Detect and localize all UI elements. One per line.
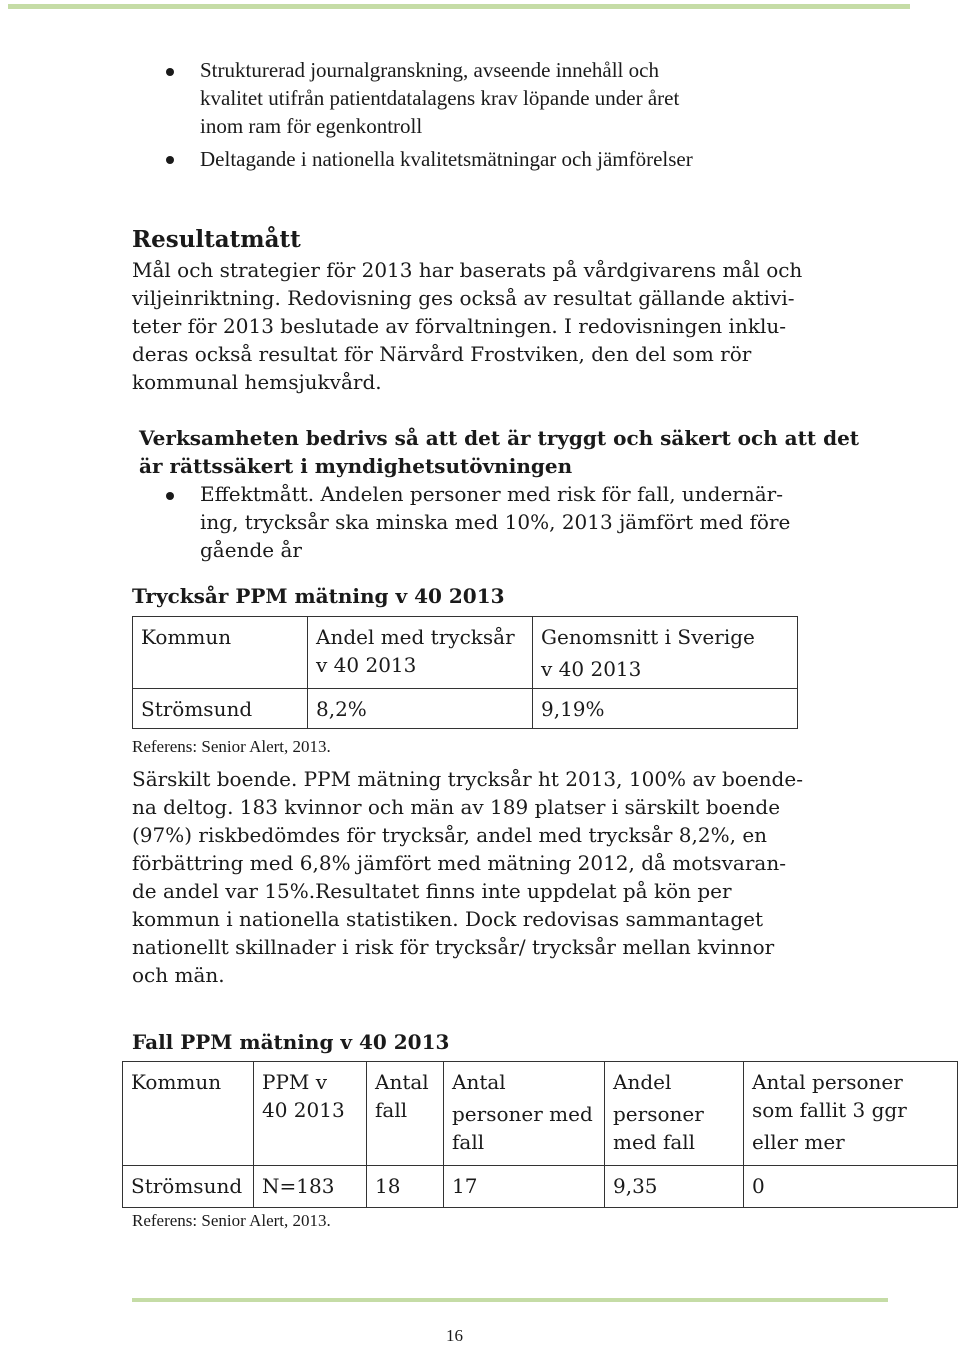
table-header-row [133, 617, 798, 689]
reference-note: Referens: Senior Alert, 2013. [132, 737, 331, 756]
bullet-dot [166, 492, 174, 500]
table-cell: Strömsund [123, 1166, 254, 1208]
table-cell: 17 [444, 1166, 605, 1208]
page-number: 16 [446, 1326, 463, 1345]
subsection-heading: Verksamheten bedrivs så att det är tryggt och säkert och att det är rättssäkert i myndighetsutövningen [139, 426, 860, 478]
table-row [123, 1166, 958, 1208]
header-cell: Antal personer som fallit 3 ggr eller mer [744, 1062, 958, 1166]
header-cell: Kommun [133, 617, 308, 689]
table-cell: N=183 [254, 1166, 367, 1208]
resultat-paragraph: Mål och strategier för 2013 har baserats på vårdgivarens mål och viljeinriktning. Redovisning ges också av resultat gällande aktivi- teter för 2013 beslutade av förvaltningen. I redovisningen inklu- deras också resultat för Närvård Frostviken, den del som rör kommunal hemsjukvård. [132, 258, 803, 394]
section-heading: Resultatmått [132, 226, 301, 253]
table-header-row [123, 1062, 958, 1166]
pressure-ulcer-table [132, 616, 798, 729]
bullet-text: Deltagande i nationella kvalitetsmätningar och jämförelser [200, 147, 693, 171]
bottom-rule [132, 1298, 888, 1302]
header-cell: PPM v 40 2013 [254, 1062, 367, 1166]
table-cell: 8,2% [308, 689, 533, 729]
table-cell: Strömsund [133, 689, 308, 729]
table-row [133, 689, 798, 729]
table-title: Trycksår PPM mätning v 40 2013 [132, 584, 505, 608]
header-cell: Kommun [123, 1062, 254, 1166]
header-cell: Genomsnitt i Sverige v 40 2013 [533, 617, 798, 689]
header-cell: Antal fall [367, 1062, 444, 1166]
table-cell: 0 [744, 1166, 958, 1208]
falls-table [122, 1061, 958, 1208]
header-cell: Andel med trycksår v 40 2013 [308, 617, 533, 689]
reference-note: Referens: Senior Alert, 2013. [132, 1211, 331, 1230]
bullet-dot [166, 156, 174, 164]
bullet-text: Effektmått. Andelen personer med risk för fall, undernär- ing, trycksår ska minska med 10%, 2013 jämfört med före gående år [200, 482, 791, 562]
table-cell: 18 [367, 1166, 444, 1208]
bullet-dot [166, 68, 174, 76]
table-cell: 9,19% [533, 689, 798, 729]
header-cell: Antal personer med fall [444, 1062, 605, 1166]
top-rule [8, 4, 910, 9]
sarskilt-paragraph: Särskilt boende. PPM mätning trycksår ht 2013, 100% av boende- na deltog. 183 kvinnor och män av 189 platser i särskilt boende (97%) riskbedömdes för trycksår, andel med trycksår 8,2%, en förbättring med 6,8% jämfört med mätning 2012, då motsvaran- de andel var 15%.Resultatet finns inte uppdelat på kön per kommun i nationella statistiken. Dock redovisas sammantaget nationellt skillnader i risk för trycksår/ trycksår mellan kvinnor och män. [132, 767, 803, 987]
table-title: Fall PPM mätning v 40 2013 [132, 1030, 450, 1054]
table-cell: 9,35 [605, 1166, 744, 1208]
header-cell: Andel personer med fall [605, 1062, 744, 1166]
bullet-text: Strukturerad journalgranskning, avseende innehåll och kvalitet utifrån patientdatalagens krav löpande under året inom ram för egenkontroll [200, 58, 680, 138]
